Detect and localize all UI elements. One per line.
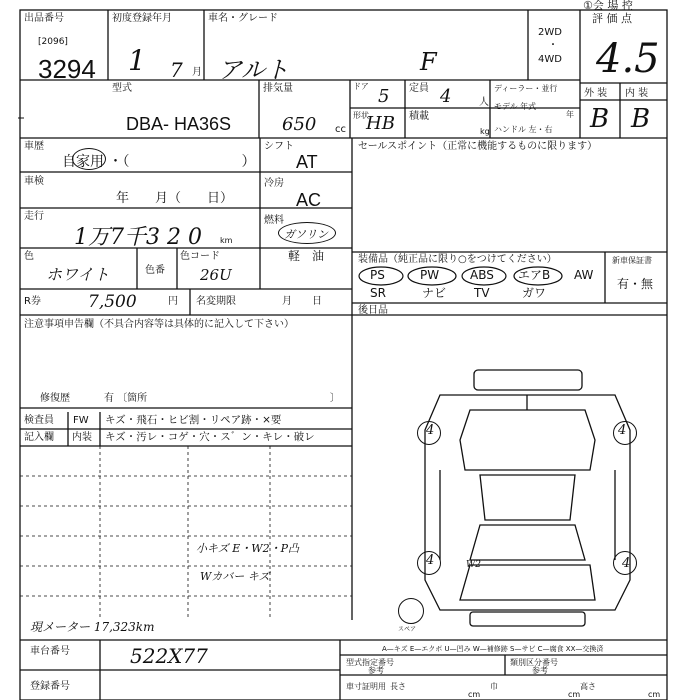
fuel-label: 燃料 <box>264 215 284 226</box>
yen-unit: 円 <box>168 296 178 307</box>
repair-close: 〕 <box>330 393 340 404</box>
shape-value: HB <box>366 113 395 134</box>
equip-navi: ナビ <box>422 286 447 300</box>
inspector-label: 検査員 <box>24 415 54 426</box>
size-label: 車寸証明用 <box>346 682 386 691</box>
selling-label: セールスポイント（正常に機能するものに限ります） <box>358 141 598 152</box>
length-label: 長さ <box>390 682 406 691</box>
mileage-label: 走行 <box>24 211 44 222</box>
color-label: 色 <box>24 251 34 262</box>
memo-line-1: 小キズ E・W2・P凸 <box>196 542 300 555</box>
history-circle <box>72 148 106 170</box>
color-no-label: 色番 <box>145 265 165 276</box>
venue-label: ①会 場 控 <box>583 0 633 12</box>
rear-seat-label: 後日品 <box>358 305 388 316</box>
memo-line-2: Wカバー キズ <box>200 570 270 583</box>
recycle-label: R券 <box>24 296 41 307</box>
chassis-value: 522X77 <box>130 644 208 668</box>
spare-tire-icon <box>398 598 424 624</box>
width-cm: cm <box>568 690 581 699</box>
month-unit: 月 <box>192 67 202 78</box>
displacement-label: 排気量 <box>263 83 293 94</box>
km-unit: km <box>220 236 233 245</box>
warranty-value: 有・無 <box>617 277 654 291</box>
equip-pw: PW <box>420 268 440 282</box>
int-grade: B <box>631 104 651 134</box>
type-designation-label: 型式指定番号 <box>346 658 394 667</box>
ext-label: 外 装 <box>584 88 608 99</box>
equip-sr: SR <box>370 286 386 300</box>
history-value: 自家用 ・（ ） <box>62 154 256 170</box>
inspection-label: 車検 <box>24 176 44 187</box>
capacity-value: 4 <box>440 86 452 107</box>
car-diagram <box>425 370 630 626</box>
diagram-mark-rl: 4 <box>426 553 435 568</box>
first-reg-label: 初度登録年月 <box>112 13 172 24</box>
diagram-mark-fr: 4 <box>618 423 627 438</box>
fuel-value: ガソリン <box>284 228 328 241</box>
name-change-label: 名変期限 <box>196 296 236 307</box>
doors-value: 5 <box>378 86 390 107</box>
score-label: 評 価 点 <box>592 12 632 25</box>
person-unit: 人 <box>479 97 489 108</box>
notes-label: 注意事項申告欄（不具合内容等は具体的に記入して下さい） <box>24 319 294 330</box>
displacement-value: 650 <box>282 114 317 135</box>
equip-gawa: ガワ <box>522 286 547 300</box>
chassis-label: 車台番号 <box>30 646 70 657</box>
fuel-alt: 軽 油 <box>288 249 325 263</box>
diagram-w2: W2 <box>466 560 481 570</box>
capacity-label: 定員 <box>409 83 429 94</box>
equipment-label: 装備品（純正品に限り○をつけてください） <box>358 254 557 265</box>
diagram-mark-rr: 4 <box>622 556 631 571</box>
fuel-circle <box>278 222 336 244</box>
inspector-ext-items: キズ・飛石・ヒビ割・リペア跡・×要 <box>105 414 282 426</box>
doors-label: ドア <box>353 82 369 91</box>
spare-label: スペア <box>398 626 417 633</box>
width-label: 巾 <box>490 682 498 691</box>
color-code-value: 26U <box>200 266 232 284</box>
model-value: DBA- HA36S <box>126 114 232 134</box>
wheel-fl <box>417 421 441 445</box>
lot-label: 出品番号 <box>24 13 64 24</box>
meter-note: 現メーター 17,323km <box>30 620 155 634</box>
length-cm: cm <box>468 690 481 699</box>
repair-label: 修復歴 <box>40 393 70 404</box>
int-label: 内 装 <box>625 88 649 99</box>
kg-unit: kg <box>480 127 490 136</box>
recycle-value: 7,500 <box>88 292 137 312</box>
drive-4wd: 4WD <box>538 54 562 65</box>
wheel-rl <box>417 551 441 575</box>
shift-value: AT <box>296 152 318 172</box>
height-cm: cm <box>648 690 661 699</box>
diagram-mark-fl: 4 <box>426 423 435 438</box>
height-label: 高さ <box>580 682 596 691</box>
name-change-value: 月 日 <box>282 296 322 307</box>
equip-tv: TV <box>474 286 490 300</box>
equip-ps: PS <box>370 268 385 282</box>
inspection-value: 年 月（ 日） <box>116 191 234 206</box>
inspector-int: 内装 <box>72 432 92 443</box>
first-reg-month: 7 <box>170 58 183 82</box>
color-code-label: 色コード <box>180 251 220 262</box>
inspector-ext: FW <box>73 415 89 426</box>
lot-code: [2096] <box>38 37 68 47</box>
damage-legend: A—キズ E—エクボ U—凹み W—補修跡 S—サビ C—腐食 XX—交換済 <box>382 645 604 653</box>
wheel-rr <box>613 551 637 575</box>
grade: F <box>420 48 437 76</box>
cc-unit: cc <box>335 124 346 135</box>
year-unit: 年 <box>566 110 574 119</box>
score-value: 4.5 <box>596 36 660 82</box>
registration-label: 登録番号 <box>30 681 70 692</box>
inspector-int-items: キズ・汚レ・コゲ・穴・ス゛ン・キレ・破レ <box>105 431 315 443</box>
shift-label: シフト <box>264 141 294 152</box>
history-label: 車歴 <box>24 141 44 152</box>
class-ref: 参考 <box>532 666 548 675</box>
record-label: 記入欄 <box>24 432 54 443</box>
shape-label: 形状 <box>353 111 369 120</box>
wheel-fr <box>613 421 637 445</box>
lot-number: 3294 <box>38 54 96 84</box>
drive-2wd: 2WD <box>538 27 562 38</box>
first-reg-year: 1 <box>128 44 146 77</box>
ac-value: AC <box>296 190 322 210</box>
type-ref: 参考 <box>368 666 384 675</box>
drive-dot: ・ <box>548 40 558 51</box>
warranty-label: 新車保証書 <box>612 256 652 265</box>
ac-label: 冷房 <box>264 178 284 189</box>
model-year-label: モデル 年式 <box>494 102 537 111</box>
dealer-label: ディーラー・並行 <box>494 84 558 93</box>
handle-label: ハンドル 左・右 <box>494 125 553 134</box>
load-label: 積載 <box>409 111 429 122</box>
equip-abs: ABS <box>470 268 494 282</box>
ext-grade: B <box>590 104 610 134</box>
model-label: 型式 <box>112 83 132 94</box>
name-label: 車名・グレード <box>208 13 278 24</box>
car-name: アルト <box>218 56 290 84</box>
mileage-value: 1万7千3 2 0 <box>74 225 202 250</box>
equip-aw: AW <box>574 268 594 282</box>
color-value: ホワイト <box>46 265 110 284</box>
repair-value: 有 〔箇所 <box>104 393 148 404</box>
equip-airbag: エアB <box>518 268 551 282</box>
class-label: 類別区分番号 <box>510 658 558 667</box>
